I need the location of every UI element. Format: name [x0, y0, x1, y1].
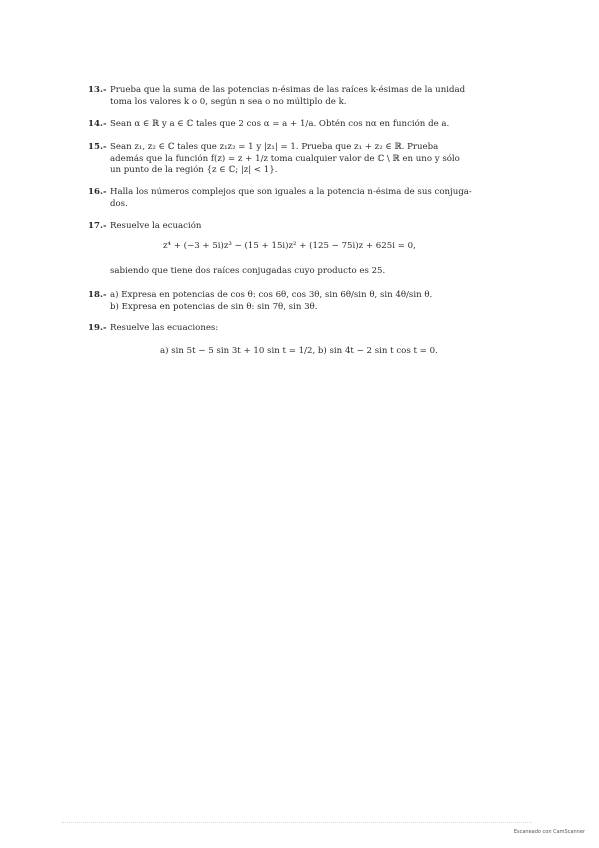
problem-text-line: Sean z₁, z₂ ∈ ℂ tales que z₁z₂ = 1 y |z₁| = 1. Prueba que z₁ + z₂ ∈ ℝ. Prueba — [110, 142, 439, 152]
problem-text-line: toma los valores k o 0, según n sea o no múltiplo de k. — [110, 96, 347, 107]
equation-19: a) sin 5t − 5 sin 3t + 10 sin t = 1/2, b) sin 4t − 2 sin t cos t = 0. — [160, 346, 438, 356]
problem-number: 14.- — [88, 119, 107, 129]
problem-text-line: un punto de la región {z ∈ ℂ; |z| < 1}. — [110, 165, 278, 176]
problem-text-line: Resuelve la ecuación — [110, 221, 202, 231]
problem-text-line: Sean α ∈ ℝ y a ∈ ℂ tales que 2 cos α = a + 1/a. Obtén cos nα en función de a. — [110, 119, 450, 129]
problem-text-line: dos. — [110, 198, 128, 209]
problem-15 — [88, 142, 483, 177]
problem-text-line: además que la función f(z) = z + 1/z toma cualquier valor de ℂ \ ℝ en uno y sólo — [110, 153, 460, 164]
problem-19 — [88, 323, 483, 335]
page-divider — [62, 822, 532, 823]
problem-13 — [88, 85, 483, 108]
problem-number: 16.- — [88, 187, 107, 197]
problem-18 — [88, 290, 483, 313]
problem-14 — [88, 119, 483, 131]
equation-17: z⁴ + (−3 + 5i)z³ − (15 + 15i)z² + (125 − 75i)z + 625i = 0, — [163, 241, 416, 251]
problem-17 — [88, 221, 483, 233]
problem-text-line: Prueba que la suma de las potencias n-ésimas de las raíces k-ésimas de la unidad — [110, 85, 466, 95]
problem-text-line: a) Expresa en potencias de cos θ: cos 6θ, cos 3θ, sin 6θ/sin θ, sin 4θ/sin θ. — [110, 290, 433, 300]
problem-number: 19.- — [88, 323, 107, 333]
problem-text-line: b) Expresa en potencias de sin θ: sin 7θ, sin 3θ. — [110, 301, 318, 312]
problem-number: 15.- — [88, 142, 107, 152]
problem-number: 17.- — [88, 221, 107, 231]
problem-text-line: sabiendo que tiene dos raíces conjugadas cuyo producto es 25. — [110, 266, 386, 276]
problem-text-line: Halla los números complejos que son iguales a la potencia n-ésima de sus conjuga- — [110, 187, 472, 197]
problem-17-note — [110, 266, 505, 278]
problem-number: 18.- — [88, 290, 107, 300]
scanner-watermark: Escaneado con CamScanner — [513, 829, 585, 835]
problem-text-line: Resuelve las ecuaciones: — [110, 323, 219, 333]
problem-16 — [88, 187, 483, 210]
problem-number: 13.- — [88, 85, 107, 95]
